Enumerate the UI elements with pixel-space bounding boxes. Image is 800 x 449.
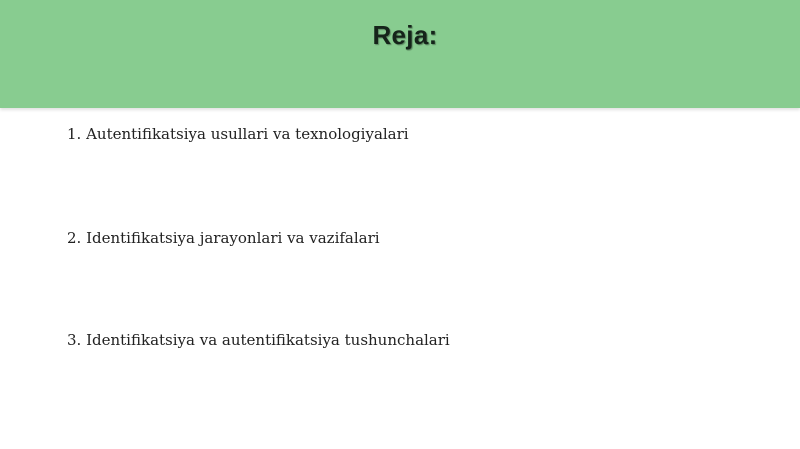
plan-item-2: 2. Identifikatsiya jarayonlari va vazifalari: [67, 229, 380, 247]
plan-item-1: 1. Autentifikatsiya usullari va texnologiyalari: [67, 125, 409, 143]
slide-title: Reja:: [372, 20, 438, 50]
plan-item-3: 3. Identifikatsiya va autentifikatsiya tushunchalari: [67, 331, 450, 349]
header-band: [0, 0, 800, 108]
